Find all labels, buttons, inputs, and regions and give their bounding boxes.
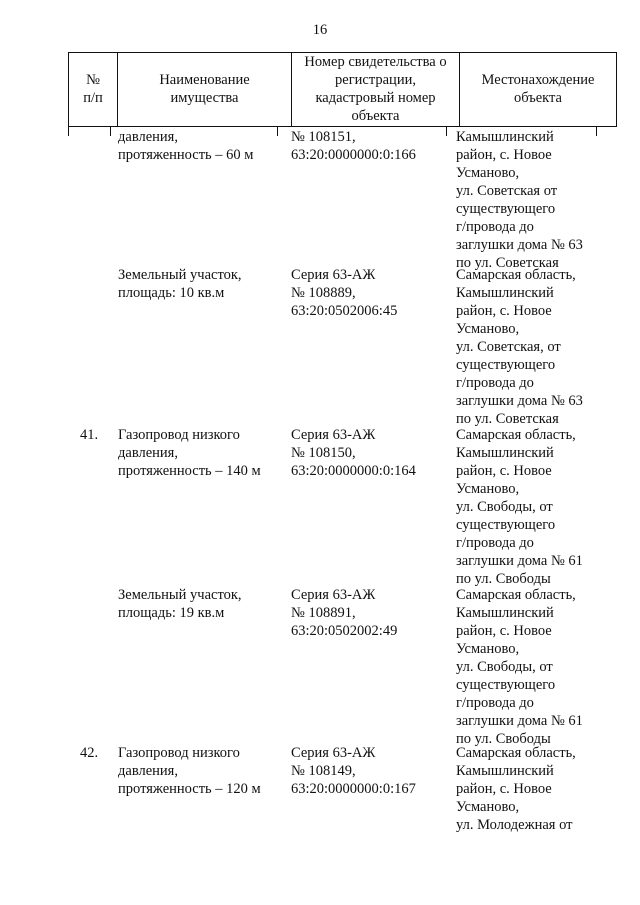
text-line: ул. Свободы, от (456, 499, 553, 515)
registration-number (291, 266, 451, 320)
text-line: Серия 63-АЖ (291, 427, 376, 443)
registration-number (291, 128, 451, 164)
table-header (68, 52, 617, 127)
header-location-line: Местонахождение (481, 71, 595, 88)
text-line: по ул. Свободы (456, 731, 551, 747)
header-name-cell (118, 53, 292, 127)
text-line: Камышлинский (456, 285, 554, 301)
text-line: Самарская область, (456, 587, 576, 603)
text-line: Камышлинский (456, 763, 554, 779)
text-line: Усманово, (456, 321, 520, 337)
header-cert-cell (292, 53, 460, 127)
header-name-line: имущества (170, 89, 239, 106)
text-line: давления, (118, 129, 178, 145)
property-name (118, 128, 288, 164)
registration-number (291, 586, 451, 640)
header-number-line: п/п (83, 89, 103, 106)
page-number: 16 (312, 22, 328, 38)
text-line: площадь: 10 кв.м (118, 285, 225, 301)
header-location-line: объекта (513, 89, 562, 106)
text-line: Серия 63-АЖ (291, 267, 376, 283)
property-location (456, 744, 606, 834)
registration-number (291, 744, 451, 798)
text-line: по ул. Советская (456, 411, 559, 427)
text-line: существующего (456, 357, 556, 373)
text-line: район, с. Новое (456, 303, 552, 319)
text-line: № 108891, (291, 605, 356, 621)
text-line: существующего (456, 201, 556, 217)
text-line: Газопровод низкого (118, 745, 240, 761)
text-line: ул. Советская от (456, 183, 558, 199)
text-line: заглушки дома № 61 (456, 553, 583, 569)
property-location (456, 426, 606, 588)
header-name-line: Наименование (159, 71, 250, 88)
property-name (118, 266, 288, 302)
text-line: район, с. Новое (456, 781, 552, 797)
property-name (118, 586, 288, 622)
text-line: по ул. Свободы (456, 571, 551, 587)
text-line: Камышлинский (456, 445, 554, 461)
text-line: 63:20:0502002:49 (291, 623, 398, 639)
text-line: Газопровод низкого (118, 427, 240, 443)
text-line: Земельный участок, (118, 587, 242, 603)
text-line: 63:20:0000000:0:164 (291, 463, 416, 479)
text-line: г/провода до (456, 535, 534, 551)
property-location (456, 128, 606, 272)
text-line: Усманово, (456, 165, 520, 181)
text-line: давления, (118, 445, 178, 461)
text-line: 63:20:0000000:0:166 (291, 147, 416, 163)
property-name (118, 744, 288, 798)
row-number: 42. (80, 745, 99, 761)
text-line: заглушки дома № 63 (456, 237, 583, 253)
text-line: заглушки дома № 61 (456, 713, 583, 729)
text-line: район, с. Новое (456, 623, 552, 639)
header-cert-line: регистрации, (335, 71, 416, 88)
column-divider (68, 127, 69, 136)
text-line: № 108151, (291, 129, 356, 145)
text-line: существующего (456, 677, 556, 693)
text-line: Самарская область, (456, 267, 576, 283)
property-location (456, 266, 606, 428)
text-line: Самарская область, (456, 427, 576, 443)
text-line: Земельный участок, (118, 267, 242, 283)
text-line: г/провода до (456, 219, 534, 235)
text-line: 63:20:0000000:0:167 (291, 781, 416, 797)
text-line: Самарская область, (456, 745, 576, 761)
header-location-cell (460, 53, 617, 127)
text-line: район, с. Новое (456, 463, 552, 479)
text-line: № 108889, (291, 285, 356, 301)
text-line: г/провода до (456, 695, 534, 711)
text-line: по ул. Советская (456, 255, 559, 271)
row-number: 41. (80, 427, 99, 443)
text-line: ул. Свободы, от (456, 659, 553, 675)
text-line: № 108149, (291, 763, 356, 779)
header-number-cell (69, 53, 118, 127)
text-line: 63:20:0502006:45 (291, 303, 398, 319)
text-line: Усманово, (456, 799, 520, 815)
header-cert-line: кадастровый номер (315, 89, 436, 106)
text-line: давления, (118, 763, 178, 779)
text-line: Усманово, (456, 641, 520, 657)
text-line: Камышлинский (456, 605, 554, 621)
text-line: существующего (456, 517, 556, 533)
header-cert-line: объекта (351, 107, 400, 124)
text-line: заглушки дома № 63 (456, 393, 583, 409)
text-line: район, с. Новое (456, 147, 552, 163)
property-name (118, 426, 288, 480)
text-line: ул. Молодежная от (456, 817, 573, 833)
text-line: г/провода до (456, 375, 534, 391)
text-line: Камышлинский (456, 129, 554, 145)
header-number-line: № (86, 71, 100, 88)
header-cert-line: Номер свидетельства о (304, 53, 447, 70)
property-location (456, 586, 606, 748)
text-line: Серия 63-АЖ (291, 745, 376, 761)
text-line: Усманово, (456, 481, 520, 497)
registration-number (291, 426, 451, 480)
text-line: № 108150, (291, 445, 356, 461)
text-line: Серия 63-АЖ (291, 587, 376, 603)
text-line: площадь: 19 кв.м (118, 605, 225, 621)
column-divider (110, 127, 111, 136)
text-line: ул. Советская, от (456, 339, 561, 355)
text-line: протяженность – 140 м (118, 463, 261, 479)
text-line: протяженность – 60 м (118, 147, 254, 163)
text-line: протяженность – 120 м (118, 781, 261, 797)
